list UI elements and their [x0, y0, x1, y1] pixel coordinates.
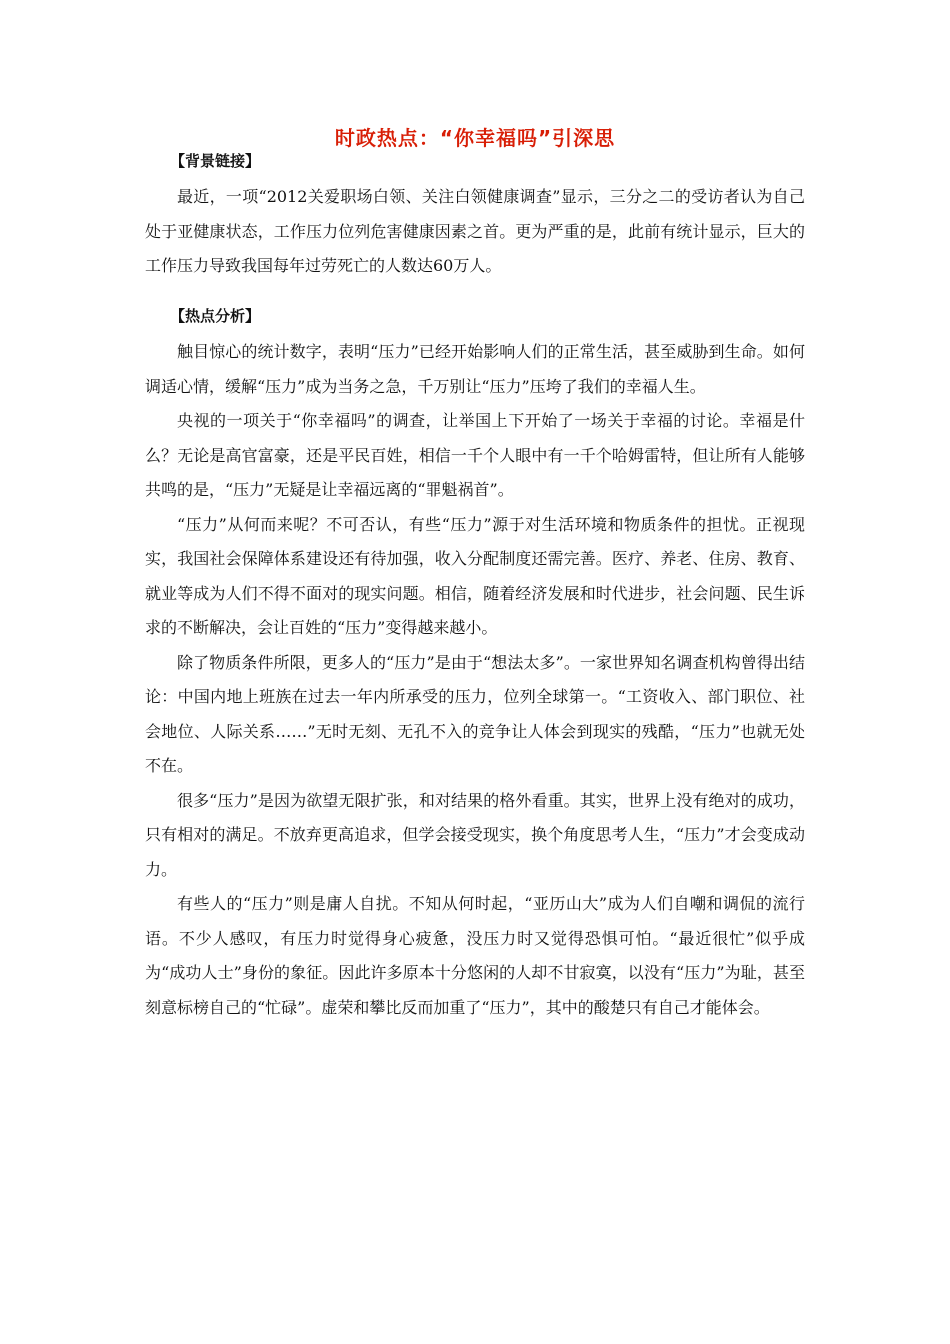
- section-heading-analysis: 【热点分析】: [170, 307, 261, 325]
- paragraph: 触目惊心的统计数字，表明“压力”已经开始影响人们的正常生活，甚至威胁到生命。如何调适心情，缓解“压力”成为当务之急，千万别让“压力”压垮了我们的幸福人生。: [145, 342, 805, 396]
- document-title: 时政热点：“你幸福吗”引深思: [334, 126, 616, 150]
- section-body-background: [145, 180, 805, 284]
- paragraph: 除了物质条件所限，更多人的“压力”是由于“想法太多”。一家世界知名调查机构曾得出结论：中国内地上班族在过去一年内所承受的压力，位列全球第一。“工资收入、部门职位、社会地位、人际关系……”无时无刻、无孔不入的竞争让人体会到现实的残酷，“压力”也就无处不在。: [145, 652, 805, 775]
- paragraph: “压力”从何而来呢？不可否认，有些“压力”源于对生活环境和物质条件的担忧。正视现实，我国社会保障体系建设还有待加强，收入分配制度还需完善。医疗、养老、住房、教育、就业等成为人们不得不面对的现实问题。相信，随着经济发展和时代进步，社会问题、民生诉求的不断解决，会让百姓的“压力”变得越来越小。: [145, 514, 805, 637]
- paragraph: 央视的一项关于“你幸福吗”的调查，让举国上下开始了一场关于幸福的讨论。幸福是什么？无论是高官富豪，还是平民百姓，相信一千个人眼中有一千个哈姆雷特，但让所有人能够共鸣的是，“压力”无疑是让幸福远离的“罪魁祸首”。: [145, 411, 805, 499]
- section-body-analysis: [145, 335, 805, 1025]
- paragraph: 有些人的“压力”则是庸人自扰。不知从何时起，“亚历山大”成为人们自嘲和调侃的流行语。不少人感叹，有压力时觉得身心疲惫，没压力时又觉得恐惧可怕。“最近很忙”似乎成为“成功人士”身份的象征。因此许多原本十分悠闲的人却不甘寂寞，以没有“压力”为耻，甚至刻意标榜自己的“忙碌”。虚荣和攀比反而加重了“压力”，其中的酸楚只有自己才能体会。: [145, 894, 805, 1017]
- section-heading-background: 【背景链接】: [170, 152, 261, 170]
- paragraph: 最近，一项“2012关爱职场白领、关注白领健康调查”显示，三分之二的受访者认为自己处于亚健康状态，工作压力位列危害健康因素之首。更为严重的是，此前有统计显示，巨大的工作压力导致我国每年过劳死亡的人数达60万人。: [145, 187, 805, 275]
- paragraph: 很多“压力”是因为欲望无限扩张，和对结果的格外看重。其实，世界上没有绝对的成功，只有相对的满足。不放弃更高追求，但学会接受现实，换个角度思考人生，“压力”才会变成动力。: [145, 790, 805, 879]
